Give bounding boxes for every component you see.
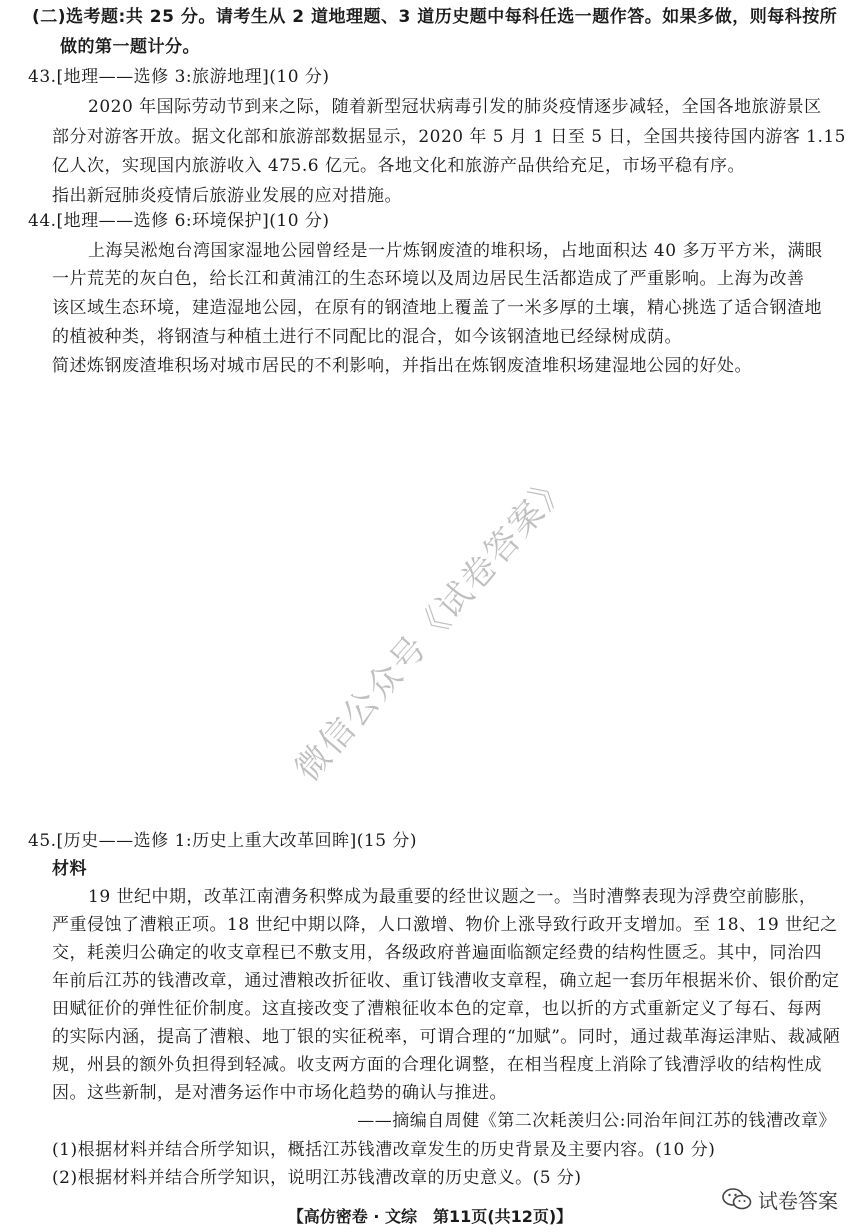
watermark-text: 微信公众号《试卷答案》 [287, 464, 578, 790]
q43-paragraph-line: 2020 年国际劳动节到来之际，随着新型冠状病毒引发的肺炎疫情逐步减轻，全国各地旅游景区 [88, 97, 822, 117]
q44-prompt: 简述炼钢废渣堆积场对城市居民的不利影响，并指出在炼钢废渣堆积场建湿地公园的好处。 [52, 356, 752, 376]
q44-paragraph-line: 该区域生态环境，建造湿地公园，在原有的钢渣地上覆盖了一米多厚的土壤，精心挑选了适合钢渣地 [52, 298, 822, 318]
q45-material-line: 严重侵蚀了漕粮正项。18 世纪中期以降，人口激增、物价上涨导致行政开支增加。至 18、19 世纪之 [52, 915, 838, 935]
q44-paragraph-line: 一片荒芜的灰白色，给长江和黄浦江的生态环境以及周边居民生活都造成了严重影响。上海为改善 [52, 269, 805, 289]
q45-question-1: (1)根据材料并结合所学知识，概括江苏钱漕改章发生的历史背景及主要内容。(10 分) [52, 1140, 716, 1160]
q43-heading: 43.[地理——选修 3:旅游地理](10 分) [28, 67, 330, 87]
wechat-icon [722, 1188, 752, 1210]
page-footer: 【高仿密卷 · 文综 第11页(共12页)】 [287, 1207, 573, 1226]
brand-watermark [722, 1186, 838, 1212]
q43-paragraph-line: 部分对游客开放。据文化部和旅游部数据显示，2020 年 5 月 1 日至 5 日，全国共接待国内游客 1.15 [52, 127, 846, 147]
q45-material-line: 19 世纪中期，改革江南漕务积弊成为最重要的经世议题之一。当时漕弊表现为浮费空前膨胀， [88, 887, 817, 907]
brand-label: 试卷答案 [758, 1188, 838, 1213]
q45-material-line: 因。这些新制，是对漕务运作中市场化趋势的确认与推进。 [52, 1083, 507, 1103]
q45-source: ——摘编自周健《第二次耗羡归公:同治年间江苏的钱漕改章》 [357, 1111, 836, 1131]
q45-material-label: 材料 [52, 859, 87, 879]
q45-heading: 45.[历史——选修 1:历史上重大改革回眸](15 分) [28, 831, 418, 851]
q45-material-line: 年前后江苏的钱漕改章，通过漕粮改折征收、重订钱漕收支章程，确立起一套历年根据米价、银价酌定 [52, 971, 840, 991]
q45-material-line: 交，耗羡归公确定的收支章程已不敷支用，各级政府普遍面临额定经费的结构性匮乏。其中，同治四 [52, 943, 822, 963]
q44-paragraph-line: 上海吴淞炮台湾国家湿地公园曾经是一片炼钢废渣的堆积场，占地面积达 40 多万平方米，满眼 [88, 241, 823, 261]
q44-heading: 44.[地理——选修 6:环境保护](10 分) [28, 211, 330, 231]
q45-material-line: 田赋征价的弹性征价制度。这直接改变了漕粮征收本色的定章，也以折的方式重新定义了每石、每两 [52, 999, 822, 1019]
q44-paragraph-line: 的植被种类，将钢渣与种植土进行不同配比的混合，如今该钢渣地已经绿树成荫。 [52, 327, 682, 347]
q43-prompt: 指出新冠肺炎疫情后旅游业发展的应对措施。 [52, 186, 402, 206]
q45-question-2: (2)根据材料并结合所学知识，说明江苏钱漕改章的历史意义。(5 分) [52, 1168, 582, 1188]
q45-material-line: 的实际内涵，提高了漕粮、地丁银的实征税率，可谓合理的“加赋”。同时，通过裁革海运津贴、裁减陋 [52, 1027, 841, 1047]
q45-material-line: 规，州县的额外负担得到轻减。收支两方面的合理化调整，在相当程度上消除了钱漕浮收的结构性成 [52, 1055, 822, 1075]
section-header-line1: (二)选考题:共 25 分。请考生从 2 道地理题、3 道历史题中每科任选一题作答。如果多做，则每科按所 [32, 7, 838, 27]
q43-paragraph-line: 亿人次，实现国内旅游收入 475.6 亿元。各地文化和旅游产品供给充足，市场平稳有序。 [52, 156, 745, 176]
section-header-line2: 做的第一题计分。 [60, 37, 200, 57]
